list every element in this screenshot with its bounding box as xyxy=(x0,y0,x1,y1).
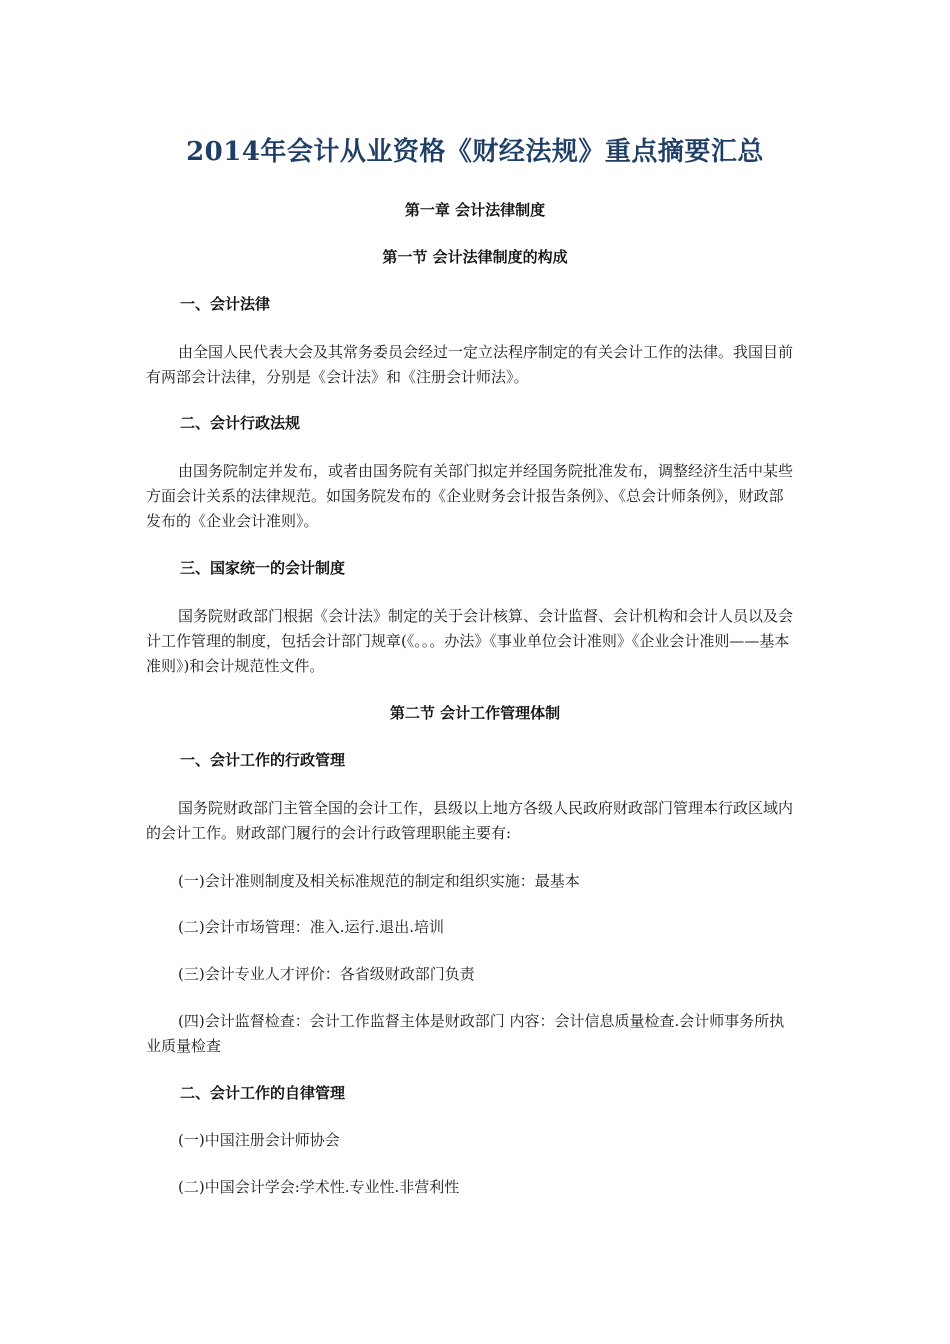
subsection-heading: 三、国家统一的会计制度 xyxy=(180,559,346,577)
paragraph: 国务院财政部门主管全国的会计工作，县级以上地方各级人民政府财政部门管理本行政区域内的会计工作。财政部门履行的会计行政管理职能主要有: xyxy=(146,799,794,842)
list-item: (二)中国会计学会:学术性.专业性.非营利性 xyxy=(178,1178,460,1196)
subsection-heading: 一、会计工作的行政管理 xyxy=(180,751,346,769)
list-item: (二)会计市场管理：准入.运行.退出.培训 xyxy=(178,918,445,936)
list-item: (一)会计准则制度及相关标准规范的制定和组织实施：最基本 xyxy=(178,872,580,890)
list-item: (三)会计专业人才评价：各省级财政部门负责 xyxy=(178,965,475,983)
list-item: (一)中国注册会计师协会 xyxy=(178,1131,340,1149)
subsection-heading: 二、会计工作的自律管理 xyxy=(180,1084,346,1102)
paragraph: 国务院财政部门根据《会计法》制定的关于会计核算、会计监督、会计机构和会计人员以及会计工作管理的制度，包括会计部门规章(《。。。办法》《事业单位会计准则》《企业会计准则——基本准则》)和会计规范性文件。 xyxy=(146,607,794,675)
paragraph: 由国务院制定并发布，或者由国务院有关部门拟定并经国务院批准发布，调整经济生活中某些方面会计关系的法律规范。如国务院发布的《企业财务会计报告条例》、《总会计师条例》，财政部发布的《企业会计准则》。 xyxy=(146,462,794,530)
chapter-heading: 第一章 会计法律制度 xyxy=(404,201,546,219)
document-title: 2014年会计从业资格《财经法规》重点摘要汇总 xyxy=(186,137,764,167)
subsection-heading: 一、会计法律 xyxy=(180,295,271,313)
section-heading: 第一节 会计法律制度的构成 xyxy=(382,248,568,266)
paragraph: 由全国人民代表大会及其常务委员会经过一定立法程序制定的有关会计工作的法律。我国目前有两部会计法律，分别是《会计法》和《注册会计师法》。 xyxy=(146,343,794,386)
section-heading: 第二节 会计工作管理体制 xyxy=(389,704,561,722)
list-item: (四)会计监督检查：会计工作监督主体是财政部门 内容：会计信息质量检查.会计师事务所执业质量检查 xyxy=(146,1012,785,1055)
subsection-heading: 二、会计行政法规 xyxy=(180,414,301,432)
